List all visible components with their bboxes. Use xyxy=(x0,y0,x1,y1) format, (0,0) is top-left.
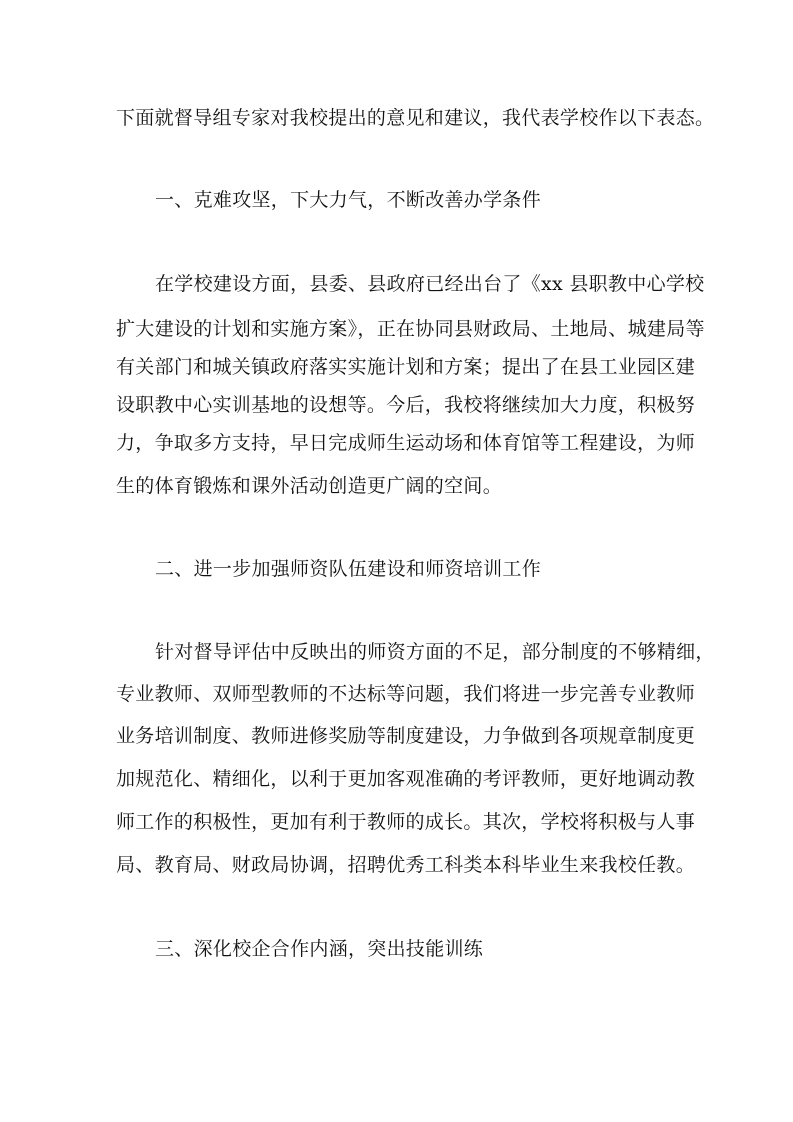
section-2-line: 专业教师、双师型教师的不达标等问题，我们将进一步完善专业教师 xyxy=(116,683,696,705)
section-2-heading: 二、进一步加强师资队伍建设和师资培训工作 xyxy=(155,558,542,580)
section-1-line: 力，争取多方支持，早日完成师生运动场和体育馆等工程建设，为师 xyxy=(116,432,696,454)
section-1-line: 设职教中心实训基地的设想等。今后，我校将继续加大力度，积极努 xyxy=(116,394,696,416)
intro-paragraph: 下面就督导组专家对我校提出的意见和建议，我代表学校作以下表态。 xyxy=(116,107,715,129)
section-2-line: 针对督导评估中反映出的师资方面的不足，部分制度的不够精细， xyxy=(155,641,715,663)
section-2-line: 师工作的积极性，更加有利于教师的成长。其次，学校将积极与人事 xyxy=(116,811,696,833)
section-2-line: 局、教育局、财政局协调，招聘优秀工科类本科毕业生来我校任教。 xyxy=(116,854,696,876)
section-1-line: 在学校建设方面，县委、县政府已经出台了《xx 县职教中心学校 xyxy=(155,273,705,295)
section-1-line: 有关部门和城关镇政府落实实施计划和方案；提出了在县工业园区建 xyxy=(116,356,696,378)
section-2-line: 加规范化、精细化，以利于更加客观准确的考评教师，更好地调动教 xyxy=(116,768,696,790)
section-2-line: 业务培训制度、教师进修奖励等制度建设，力争做到各项规章制度更 xyxy=(116,725,696,747)
section-1-line: 生的体育锻炼和课外活动创造更广阔的空间。 xyxy=(116,475,503,497)
section-1-line: 扩大建设的计划和实施方案》，正在协同县财政局、土地局、城建局等 xyxy=(116,318,705,340)
section-1-heading: 一、克难攻坚，下大力气，不断改善办学条件 xyxy=(155,189,542,211)
section-3-heading: 三、深化校企合作内涵，突出技能训练 xyxy=(155,938,484,960)
